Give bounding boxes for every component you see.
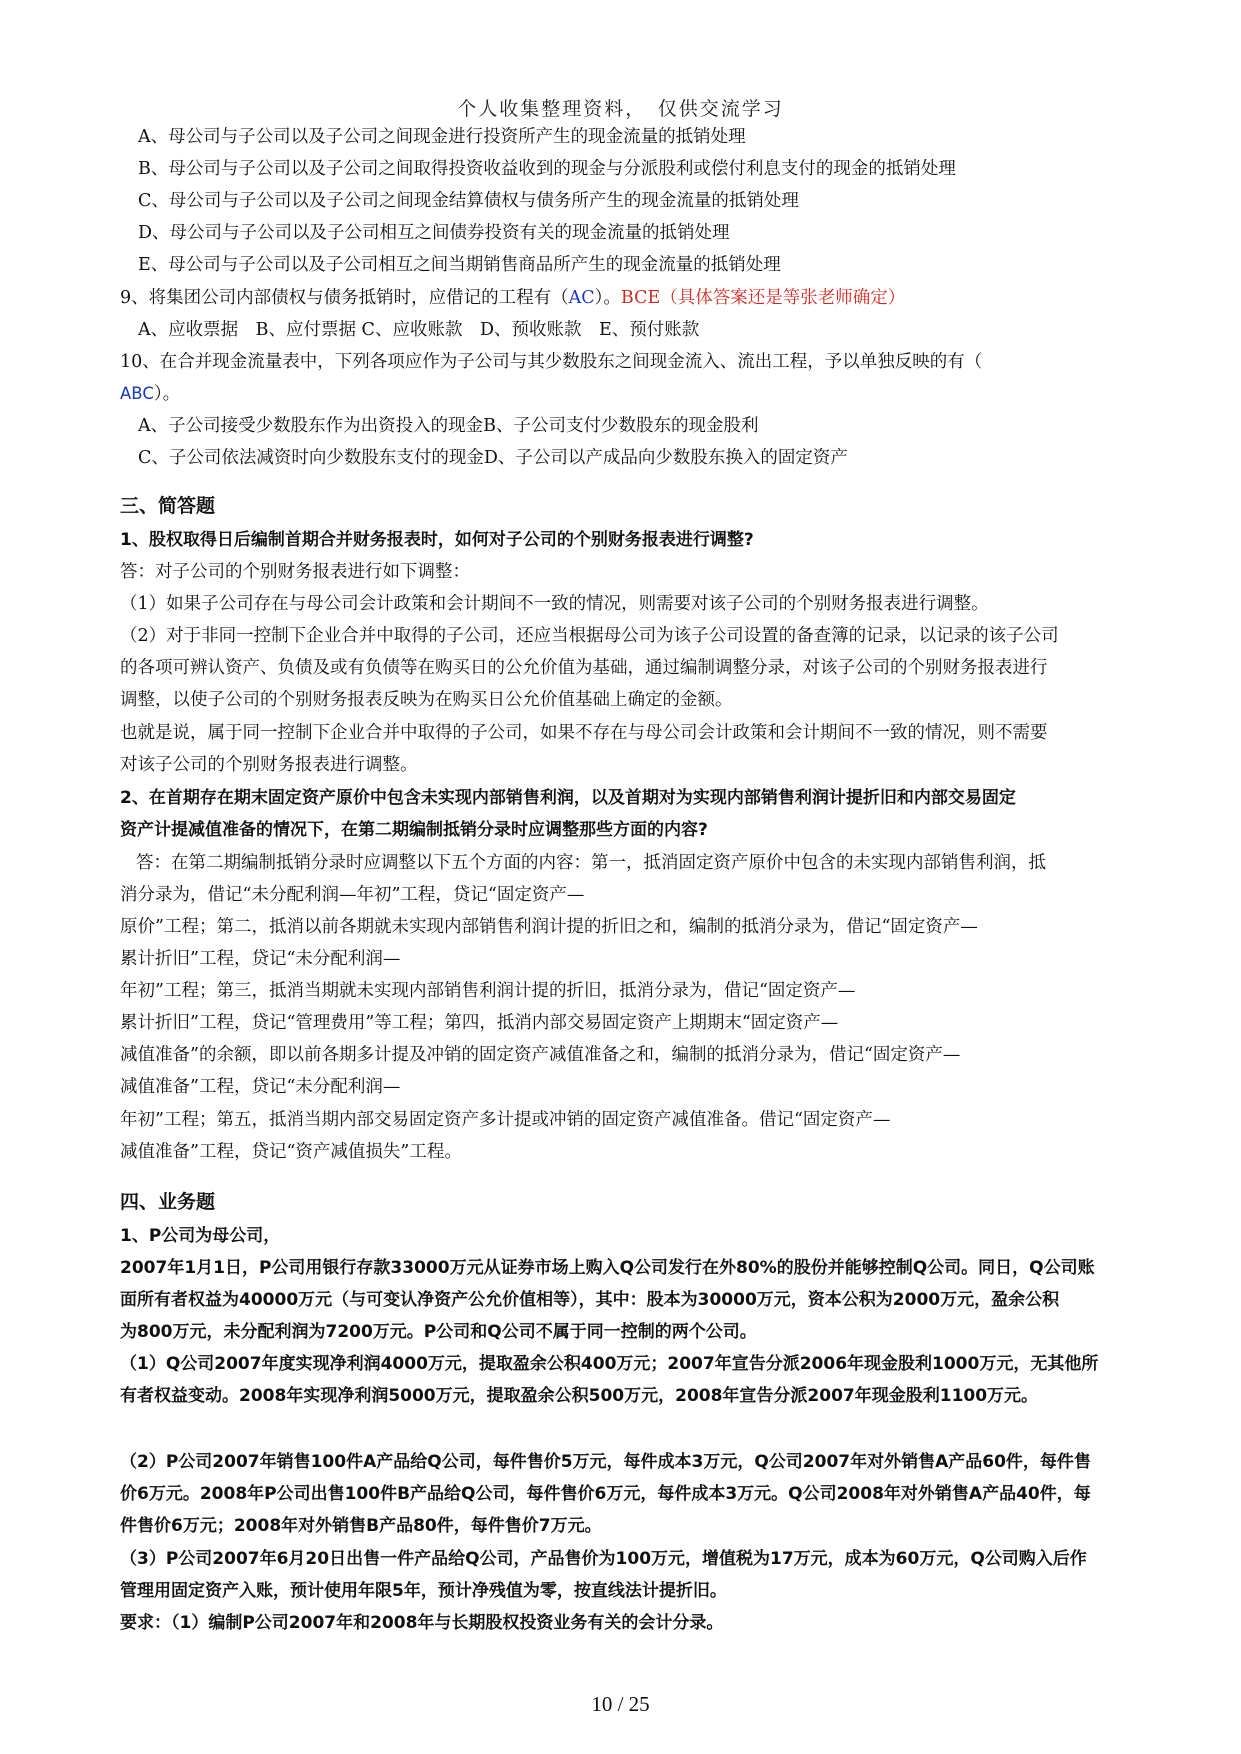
- answer-1-line: （1）如果子公司存在与母公司会计政策和会计期间不一致的情况，则需要对该子公司的个别财务报表进行调整。: [120, 594, 989, 614]
- answer-2-line: 年初”工程；第三，抵消当期就未实现内部销售利润计提的折旧，抵消分录为，借记“固定资产—: [120, 981, 856, 1001]
- answer-2-line: 累计折旧”工程，贷记“未分配利润—: [120, 949, 401, 969]
- answer-2-line: 原价”工程；第二，抵消以前各期就未实现内部销售利润计提的折旧之和，编制的抵消分录为，借记“固定资产—: [120, 917, 978, 937]
- answer-2-line: 答：在第二期编制抵销分录时应调整以下五个方面的内容：第一，抵消固定资产原价中包含的未实现内部销售利润，抵: [136, 853, 1046, 873]
- question-9-text: 9、将集团公司内部债权与债务抵销时，应借记的工程有（: [120, 288, 569, 308]
- requirement-line: 要求：（1）编制P公司2007年和2008年与长期股权投资业务有关的会计分录。: [120, 1613, 724, 1633]
- business-line: 有者权益变动。2008年实现净利润5000万元，提取盈余公积500万元，2008年宣告分派2007年现金股利1100万元。: [120, 1386, 1039, 1406]
- answer-1-line: （2）对于非同一控制下企业合并中取得的子公司，还应当根据母公司为该子公司设置的备查簿的记录，以记录的该子公司: [120, 626, 1059, 646]
- question-10-answer: ABC: [120, 384, 154, 403]
- answer-1-line: 答：对子公司的个别财务报表进行如下调整：: [120, 562, 470, 582]
- question-9-options: A、应收票据 B、应付票据 C、应收账款 D、预收账款 E、预付账款: [138, 320, 700, 340]
- page-header: 个人收集整理资料， 仅供交流学习: [457, 98, 784, 120]
- question-10-options-1: A、子公司接受少数股东作为出资投入的现金B、子公司支付少数股东的现金股利: [138, 416, 759, 436]
- question-10-options-2: C、子公司依法减资时向少数股东支付的现金D、子公司以产成品向少数股东换入的固定资产: [138, 448, 848, 468]
- question-10-answer-line: [120, 382, 1130, 406]
- business-line: 为800万元，未分配利润为7200万元。P公司和Q公司不属于同一控制的两个公司。: [120, 1322, 757, 1342]
- section-3-title: 三、简答题: [120, 495, 216, 517]
- answer-2-line: 减值准备”工程，贷记“未分配利润—: [120, 1077, 401, 1097]
- business-line: 管理用固定资产入账，预计使用年限5年，预计净残值为零，按直线法计提折旧。: [120, 1581, 727, 1601]
- section-3-question-1: 1、股权取得日后编制首期合并财务报表时，如何对子公司的个别财务报表进行调整?: [120, 530, 754, 550]
- business-line: （1）Q公司2007年度实现净利润4000万元，提取盈余公积400万元；2007年宣告分派2006年现金股利1000万元，无其他所: [120, 1354, 1099, 1374]
- option-b: B、母公司与子公司以及子公司之间取得投资收益收到的现金与分派股利或偿付利息支付的现金的抵销处理: [138, 159, 956, 179]
- section-4-title: 四、业务题: [120, 1191, 216, 1213]
- option-e: E、母公司与子公司以及子公司相互之间当期销售商品所产生的现金流量的抵销处理: [138, 255, 781, 275]
- question-9-close: ）。: [594, 288, 621, 308]
- answer-1-line: 也就是说，属于同一控制下企业合并中取得的子公司，如果不存在与母公司会计政策和会计期间不一致的情况，则不需要: [120, 723, 1048, 743]
- answer-1-line: 调整，以使子公司的个别财务报表反映为在购买日公允价值基础上确定的金额。: [120, 690, 733, 710]
- page-number: 10 / 25: [591, 1692, 650, 1716]
- option-a: A、母公司与子公司以及子公司之间现金进行投资所产生的现金流量的抵销处理: [138, 127, 746, 147]
- question-10-text: 10、在合并现金流量表中，下列各项应作为子公司与其少数股东之间现金流入、流出工程，予以单独反映的有（: [120, 352, 983, 372]
- answer-2-line: 减值准备”的余额，即以前各期多计提及冲销的固定资产减值准备之和，编制的抵消分录为，借记“固定资产—: [120, 1045, 961, 1065]
- question-9: [120, 286, 1130, 310]
- business-line: 1、P公司为母公司，: [120, 1226, 281, 1246]
- option-d: D、母公司与子公司以及子公司相互之间债券投资有关的现金流量的抵销处理: [138, 223, 730, 243]
- business-line: 面所有者权益为40000万元（与可变认净资产公允价值相等），其中：股本为30000万元，资本公积为2000万元，盈余公积: [120, 1290, 1060, 1310]
- business-line: 件售价6万元；2008年对外销售B产品80件，每件售价7万元。: [120, 1516, 602, 1536]
- answer-1-line: 的各项可辨认资产、负债及或有负债等在购买日的公允价值为基础，通过编制调整分录，对该子公司的个别财务报表进行: [120, 658, 1048, 678]
- answer-1-line: 对该子公司的个别财务报表进行调整。: [120, 755, 418, 775]
- section-3-question-2-line: 2、在首期存在期末固定资产原价中包含未实现内部销售利润，以及首期对为实现内部销售利润计提折旧和内部交易固定: [120, 788, 1016, 808]
- answer-2-line: 累计折旧”工程，贷记“管理费用”等工程；第四，抵消内部交易固定资产上期期末“固定资产—: [120, 1013, 839, 1033]
- section-3-question-2-line: 资产计提减值准备的情况下，在第二期编制抵销分录时应调整那些方面的内容?: [120, 820, 708, 840]
- business-line: 2007年1月1日，P公司用银行存款33000万元从证券市场上购入Q公司发行在外80%的股份并能够控制Q公司。同日，Q公司账: [120, 1258, 1095, 1278]
- question-9-note: BCE（具体答案还是等张老师确定）: [620, 288, 906, 308]
- business-line: （3）P公司2007年6月20日出售一件产品给Q公司，产品售价为100万元，增值税为17万元，成本为60万元，Q公司购入后作: [120, 1549, 1087, 1569]
- business-line: （2）P公司2007年销售100件A产品给Q公司，每件售价5万元，每件成本3万元，Q公司2007年对外销售A产品60件，每件售: [120, 1452, 1091, 1472]
- option-c: C、母公司与子公司以及子公司之间现金结算债权与债务所产生的现金流量的抵销处理: [138, 191, 799, 211]
- question-10-close: ）。: [153, 384, 181, 404]
- answer-2-line: 减值准备”工程，贷记“资产减值损失”工程。: [120, 1142, 462, 1162]
- answer-2-line: 消分录为，借记“未分配利润—年初”工程，贷记“固定资产—: [120, 885, 585, 905]
- business-line: 价6万元。2008年P公司出售100件B产品给Q公司，每件售价6万元，每件成本3万元。Q公司2008年对外销售A产品40件，每: [120, 1484, 1091, 1504]
- answer-2-line: 年初”工程；第五，抵消当期内部交易固定资产多计提或冲销的固定资产减值准备。借记“固定资产—: [120, 1110, 891, 1130]
- question-9-answer: AC: [568, 288, 595, 308]
